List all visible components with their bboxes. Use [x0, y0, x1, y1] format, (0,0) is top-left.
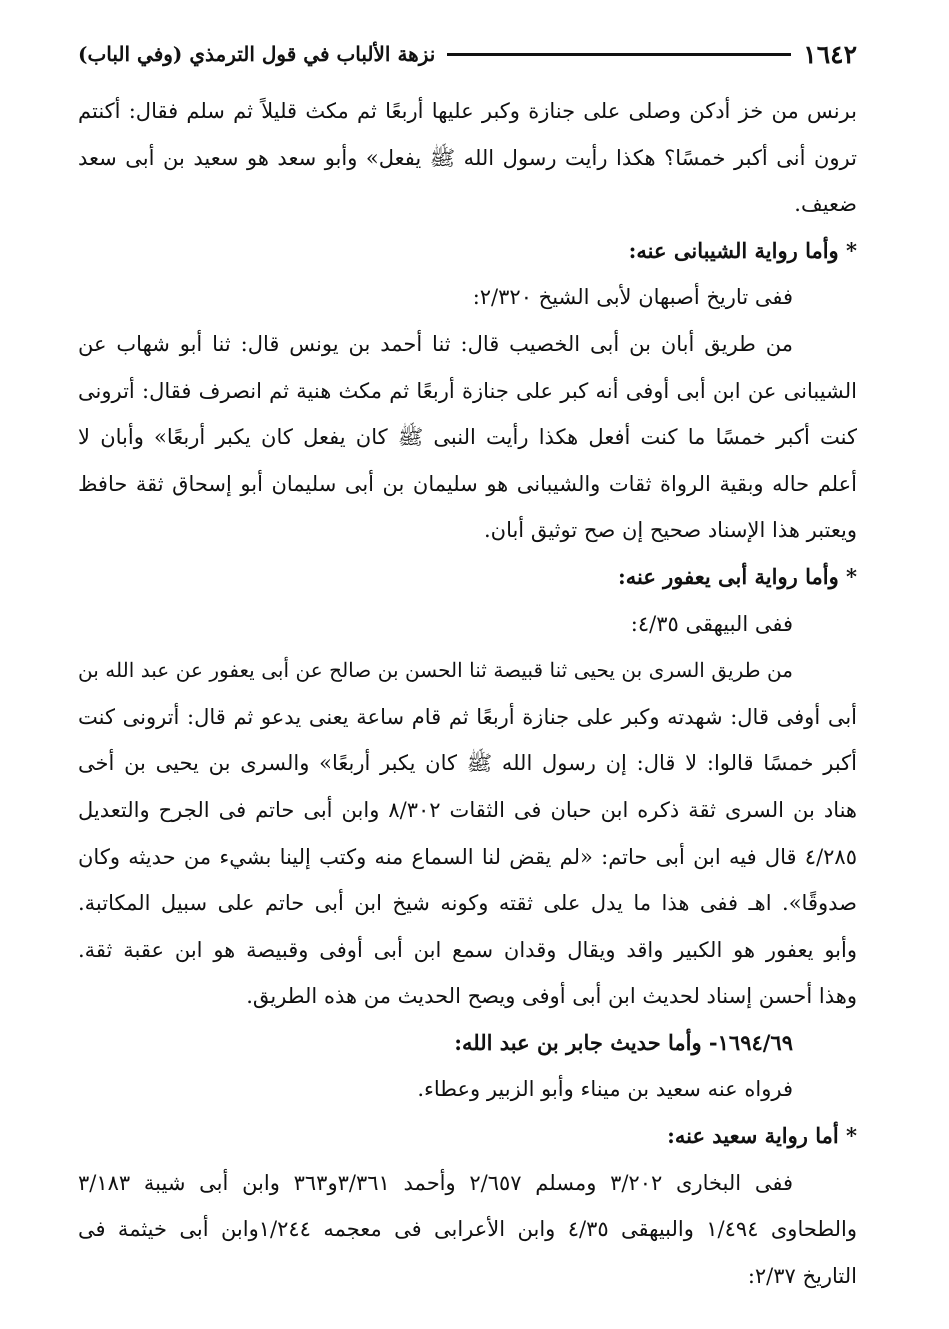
- page-number: ١٦٤٢: [803, 39, 857, 69]
- text-line: هناد بن السرى ثقة ذكره ابن حبان فى الثقات ٨/٣٠٢ وابن أبى حاتم فى الجرح والتعديل: [78, 797, 857, 822]
- text-line: الشيبانى عن ابن أبى أوفى أنه كبر على جنازة أربعًا ثم مكث هنية ثم انصرف فقال: أترونى: [78, 378, 857, 403]
- text-line: من طريق السرى بن يحيى ثنا قبيصة ثنا الحسن بن صالح عن أبى يعفور عن عبد الله بن: [78, 658, 793, 683]
- text-line: ٤/٢٨٥ قال فيه ابن أبى حاتم: «لم يقض لنا السماع منه وكتب إلينا بشيء من حديثه وكان: [78, 844, 857, 869]
- section-heading: * أما رواية سعيد عنه:: [667, 1123, 857, 1149]
- header-rule: [447, 53, 791, 56]
- text-line: ويعتبر هذا الإسناد صحيح إن صح توثيق أبان.: [483, 518, 857, 543]
- text-line: ففى البيهقى ٤/٣٥:: [630, 611, 793, 636]
- section-heading: * وأما رواية أبى يعفور عنه:: [617, 563, 857, 589]
- text-line: من طريق أبان بن أبى الخصيب قال: ثنا أحمد بن يونس قال: ثنا أبو شهاب عن: [78, 331, 793, 356]
- section-heading: * وأما رواية الشيبانى عنه:: [628, 237, 857, 263]
- section-heading: ١٦٩٤/٦٩- وأما حديث جابر بن عبد الله:: [454, 1029, 793, 1055]
- text-line: التاريخ ٢/٣٧:: [747, 1263, 857, 1288]
- text-line: برنس من خز أدكن وصلى على جنازة وكبر عليها أربعًا ثم مكث قليلاً ثم سلم فقال: أكنتم: [78, 99, 857, 123]
- text-line: ضعيف.: [794, 192, 857, 217]
- running-title: نزهة الألباب في قول الترمذي (وفي الباب): [78, 42, 436, 66]
- text-line: والطحاوى ١/٤٩٤ والبيهقى ٤/٣٥ وابن الأعرابى فى معجمه ١/٢٤٤وابن أبى خيثمة فى: [78, 1217, 857, 1242]
- text-line: ترون أنى أكبر خمسًا؟ هكذا رأيت رسول الله ﷺ يفعل» وأبو سعد هو سعيد بن أبى سعد: [78, 145, 857, 170]
- text-line: كنت أكبر خمسًا ما كنت أفعل هكذا رأيت النبى ﷺ كان يفعل كان يكبر أربعًا» وأبان لا: [78, 425, 857, 450]
- body-text: [78, 88, 857, 1299]
- text-line: أبى أوفى قال: شهدته وكبر على جنازة أربعًا ثم قام ساعة يعنى يدعو ثم قال: أترونى كنت: [78, 704, 857, 729]
- page-header: [78, 34, 857, 74]
- text-line: فرواه عنه سعيد بن ميناء وأبو الزبير وعطاء.: [417, 1077, 793, 1102]
- text-line: وهذا أحسن إسناد لحديث ابن أبى أوفى ويصح الحديث من هذه الطريق.: [246, 984, 857, 1009]
- text-line: ففى تاريخ أصبهان لأبى الشيخ ٢/٣٢٠:: [472, 285, 793, 310]
- text-line: أكبر خمسًا قالوا: لا قال: إن رسول الله ﷺ كان يكبر أربعًا» والسرى بن يحيى بن أخى: [78, 751, 857, 776]
- text-line: صدوقًا». اهـ ففى هذا ما يدل على ثقته وكونه شيخ ابن أبى حاتم على سبيل المكاتبة.: [78, 891, 857, 916]
- text-line: وأبو يعفور هو الكبير واقد ويقال وقدان سمع ابن أبى أوفى وقبيصة هو ابن عقبة ثقة.: [78, 937, 857, 962]
- text-line: ففى البخارى ٣/٢٠٢ ومسلم ٢/٦٥٧ وأحمد ٣/٣٦١و٣٦٣ وابن أبى شيبة ٣/١٨٣: [78, 1170, 793, 1195]
- text-line: أعلم حاله وبقية الرواة ثقات والشيبانى هو سليمان بن أبى سليمان أبو إسحاق ثقة حافظ: [78, 471, 857, 496]
